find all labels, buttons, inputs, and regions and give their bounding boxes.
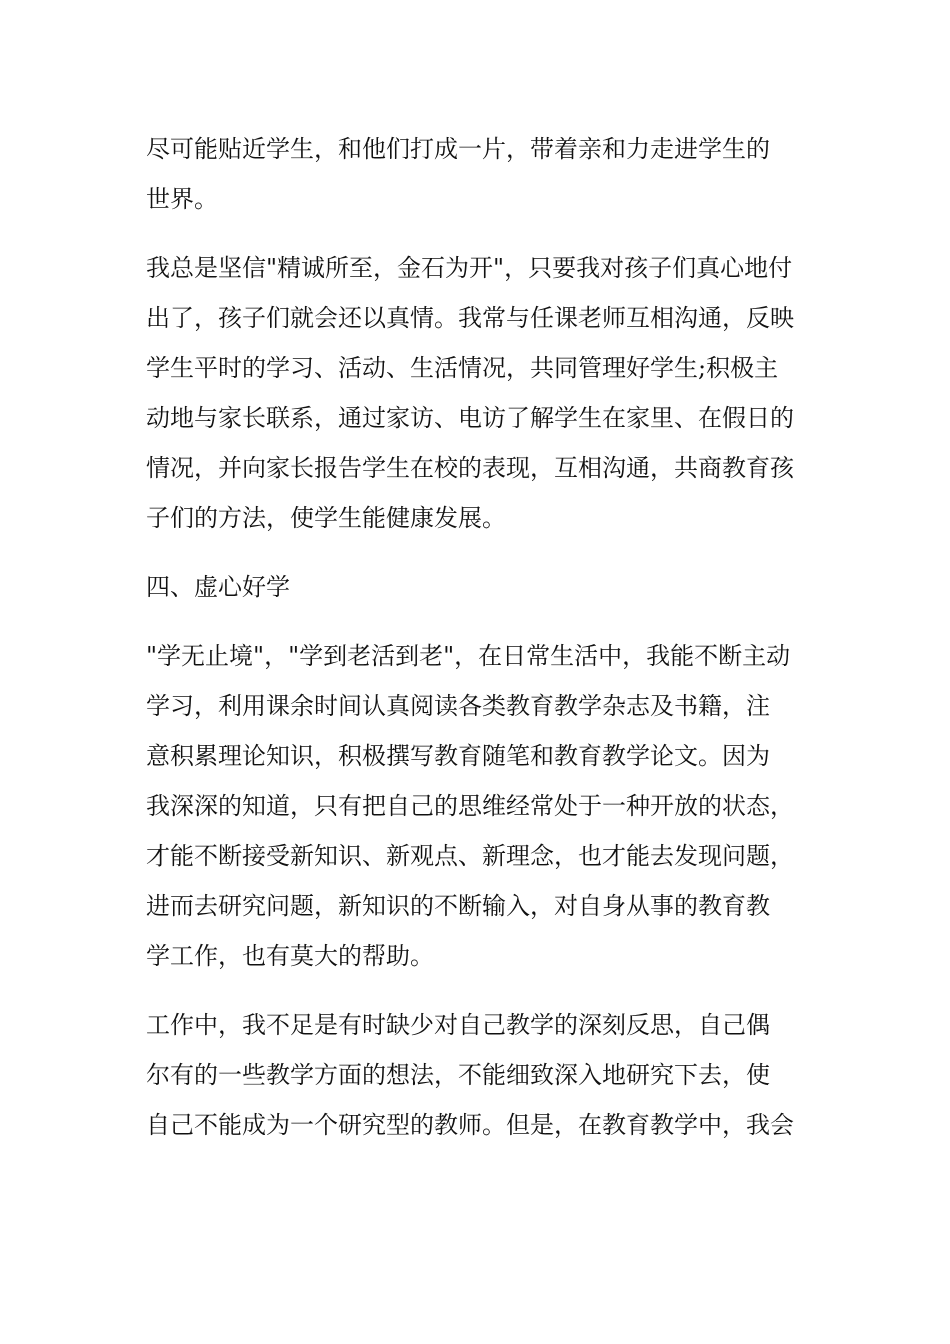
paragraph-communication: 我总是坚信"精诚所至，金石为开"，只要我对孩子们真心地付 出了，孩子们就会还以真情。我常与任课老师互相沟通，反映 学生平时的学习、活动、生活情况，共同管理好学生;积极主 动地与家长联系，通过家访、电访了解学生在家里、在假日的 情况，并向家长报告学生在校的表现，互相沟通，共商教育孩 子们的方法，使学生能健康发展。: [146, 254, 794, 532]
paragraph-self-study: "学无止境"，"学到老活到老"，在日常生活中，我能不断主动 学习，利用课余时间认真阅读各类教育教学杂志及书籍，注 意积累理论知识，积极撰写教育随笔和教育教学论文。因为 我深深的知道，只有把自己的思维经常处于一种开放的状态， 才能不断接受新知识、新观点、新理念，也才能去发现问题， 进而去研究问题，新知识的不断输入，对自身从事的教育教 学工作，也有莫大的帮助。: [146, 642, 794, 970]
section-heading-learning: 四、虚心好学: [146, 573, 290, 601]
paragraph-shortcomings: 工作中，我不足是有时缺少对自己教学的深刻反思，自己偶 尔有的一些教学方面的想法，不能细致深入地研究下去，使 自己不能成为一个研究型的教师。但是，在教育教学中，我会: [146, 1011, 794, 1139]
document-body: [146, 124, 818, 1169]
paragraph-student-closeness: 尽可能贴近学生，和他们打成一片，带着亲和力走进学生的 世界。: [146, 135, 770, 213]
